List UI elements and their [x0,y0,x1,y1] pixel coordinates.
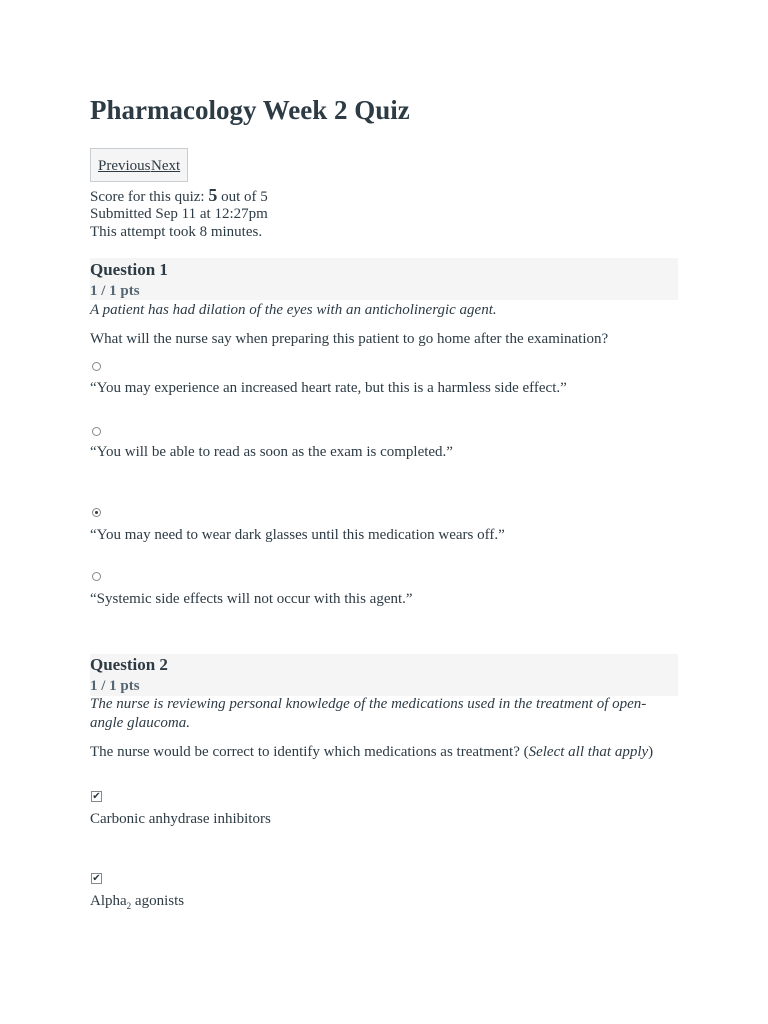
answer-2-text: “You will be able to read as soon as the exam is completed.” [90,444,453,460]
question-2-prompt-italic: Select all that apply [528,744,649,760]
option-2-text-after: agonists [131,893,185,909]
score-value: 5 [208,185,218,205]
question-1-points: 1 / 1 pts [90,283,140,299]
question-1-prompt: What will the nurse say when preparing this patient to go home after the examination? [90,331,609,347]
score-suffix: out of 5 [217,189,268,205]
answer-1-text: “You may experience an increased heart rate, but this is a harmless side effect.” [90,380,567,396]
answer-3-radio-selected[interactable] [92,508,101,517]
question-2-scenario: The nurse is reviewing personal knowledge of the medications used in the treatment of open-angle glaucoma. [90,696,647,731]
option-2-checkbox-checked[interactable]: ✔ [92,873,101,884]
answer-4-radio[interactable] [92,572,101,581]
question-2-prompt-main: The nurse would be correct to identify which medications as treatment? ( [90,744,529,760]
submitted-time: Submitted Sep 11 at 12:27pm [90,206,268,222]
score-prefix: Score for this quiz: [90,189,209,205]
question-2-prompt-end: ) [648,744,654,760]
page-title: Pharmacology Week 2 Quiz [90,95,410,125]
question-1-header [90,258,678,300]
option-1-checkbox-checked[interactable]: ✔ [92,791,101,802]
next-link[interactable]: Next [151,158,181,174]
quiz-score [90,186,268,206]
option-1-text: Carbonic anhydrase inhibitors [90,811,271,827]
question-1-title: Question 1 [90,260,168,279]
question-2-title: Question 2 [90,655,168,674]
question-2-prompt [90,743,690,761]
question-2-points: 1 / 1 pts [90,678,140,694]
question-1-scenario: A patient has had dilation of the eyes with an anticholinergic agent. [90,302,497,318]
previous-link[interactable]: Previous [98,158,151,174]
option-2-subscript: 2 [126,901,132,911]
answer-1-radio[interactable] [92,362,101,371]
option-2-text [90,892,184,915]
question-2-header [90,654,678,696]
attempt-duration: This attempt took 8 minutes. [90,224,263,240]
option-2-text-main: Alpha [90,893,127,909]
answer-2-radio[interactable] [92,427,101,436]
answer-3-text: “You may need to wear dark glasses until this medication wears off.” [90,527,505,543]
answer-4-text: “Systemic side effects will not occur with this agent.” [90,591,413,607]
